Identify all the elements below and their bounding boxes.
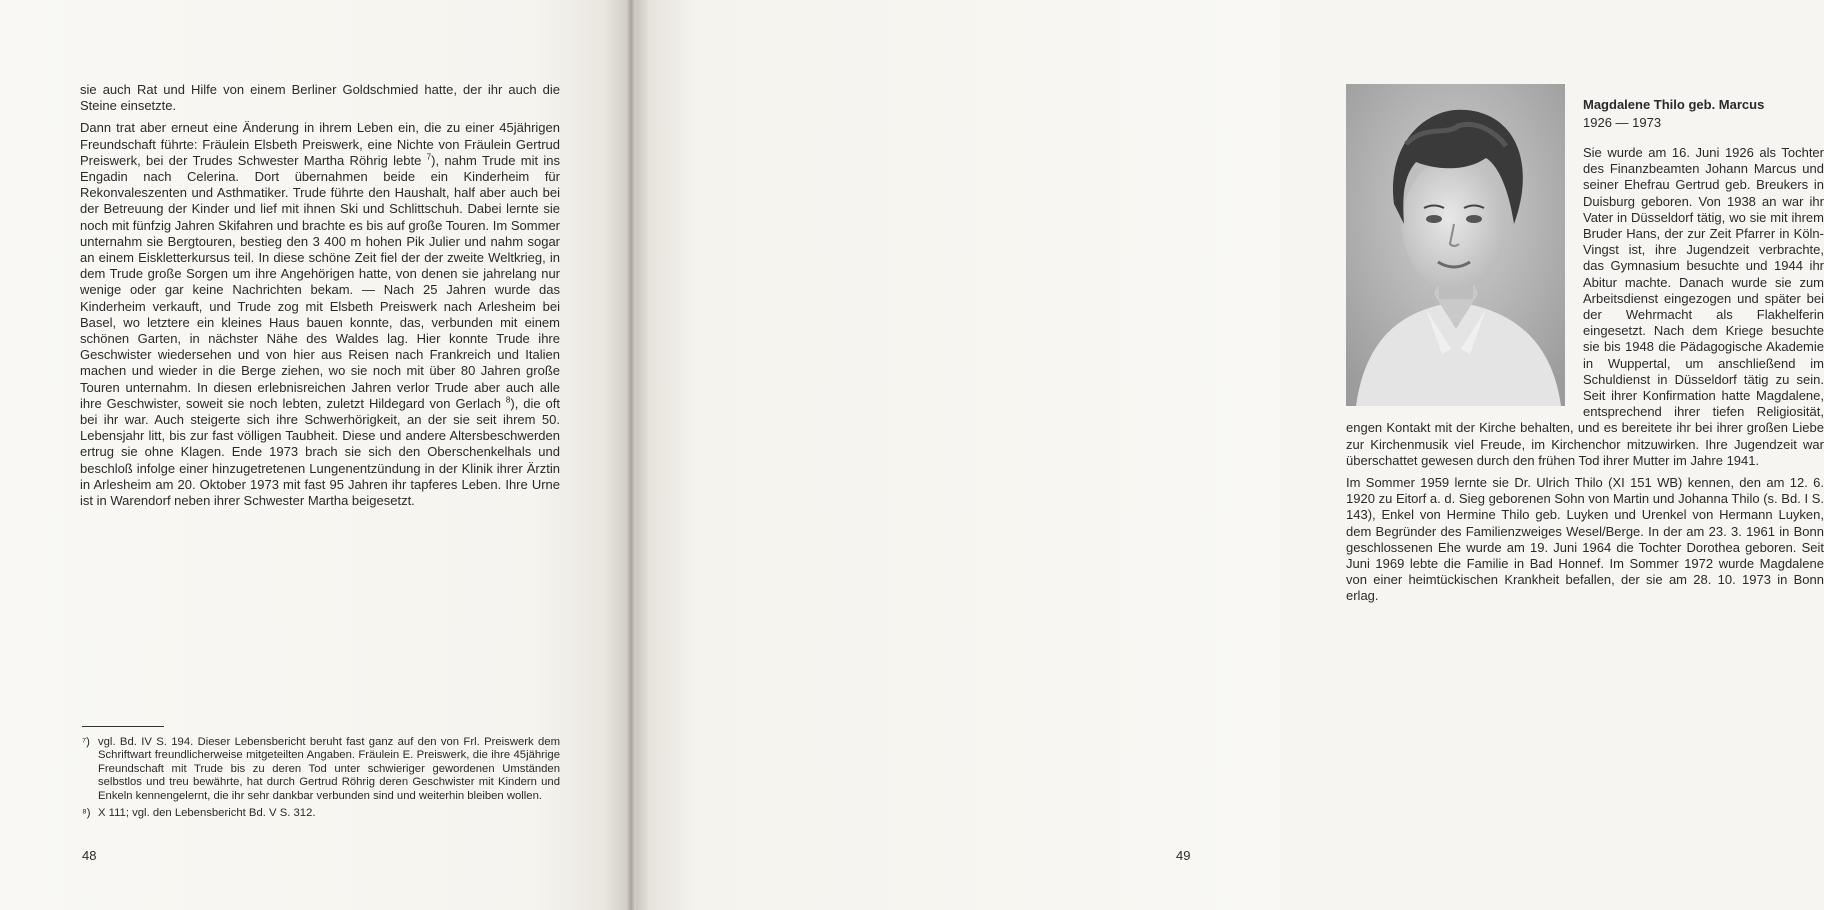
footnote-text: X 111; vgl. den Lebensbericht Bd. V S. 312. <box>98 807 316 820</box>
footnote-ref-8: 8 <box>505 395 511 405</box>
left-paragraph-2-part-1: Dann trat aber erneut eine Änderung in ihrem Leben ein, die zu einer 45jährigen Freundschaft führte: Fräulein Elsbeth Preiswerk, eine Nichte von Fräulein Gertrud Preiswerk, bei der Trudes Schwester Martha Röhrig lebte <box>80 120 560 168</box>
left-paragraph-1: sie auch Rat und Hilfe von einem Berliner Goldschmied hatte, der ihr auch die Steine einsetzte. <box>80 82 560 114</box>
footnote-mark: ⁷) <box>82 736 90 748</box>
right-page <box>630 0 1824 910</box>
page-number-right: 49 <box>1176 848 1191 863</box>
left-paragraph-2-part-3: ), die oft bei ihr war. Auch steigerte sich ihre Schwerhörigkeit, an der sie seit ihrem 50. Lebensjahr litt, bis zur fast völligen Taubheit. Diese und andere Altersbeschwerden ertrug sie ohne Klagen. Ende 1973 brach sie sich den Oberschenkelhals und beschloß infolge einer hinzugetretenen Lungenentzündung in der Klinik ihrer Ärztin in Arlesheim am 20. Oktober 1973 mit fast 95 Jahren ihr tapferes Leben. Ihre Urne ist in Warendorf neben ihrer Schwester Martha beigesetzt. <box>80 395 561 509</box>
footnotes <box>82 736 560 824</box>
left-paragraph-2-part-2: ), nahm Trude mit ins Engadin nach Celerina. Dort übernahmen beide ein Kinderheim für Rekonvaleszenten und Asthmatiker. Trude führte den Haushalt, half aber auch bei der Betreuung der Kinder und lief mit ihnen Ski und Schlittschuh. Dabei lernte sie noch mit fünfzig Jahren Skifahren und brachte es bis auf große Touren. Im Sommer unternahm sie Bergtouren, bestieg den 3 400 m hohen Pik Julier und nahm sogar an einem Eiskletterkursus teil. In diese schöne Zeit fiel der der zweite Weltkrieg, in dem Trude große Sorgen um ihre Angehörigen hatte, von denen sie jahrelang nur wenige oder gar keine Nachrichten bekam. — Nach 25 Jahren wurde das Kinderheim verkauft, und Trude zog mit Elsbeth Preiswerk nach Arlesheim bei Basel, wo letztere ein kleines Haus bauen konnte, das, verbunden mit einem schönen Garten, in nächster Nähe des Waldes lag. Hier konnte Trude ihre Geschwister wiedersehen und von hier aus Reisen nach Frankreich und Italien machen und wieder in die Berge ziehen, wo sie noch mit über 80 Jahren große Touren unternahm. In diesen erlebnisreichen Jahren verlor Trude aber auch alle ihre Geschwister, soweit sie noch lebten, zuletzt Hildegard von Gerlach <box>80 152 560 411</box>
right-paragraph-1: Sie wurde am 16. Juni 1926 als Tochter des Finanzbeamten Johann Marcus und seiner Ehefrau Gertrud geb. Breukers in Duisburg geboren. Von 1938 an war ihr Vater in Düsseldorf tätig, wo sie mit ihrem Bruder Hans, der zur Zeit Pfarrer in Köln-Vingst ist, ihre Jugendzeit verbrachte, das Gymnasium besuchte und 1944 ihr Abitur machte. Danach wurde sie zum Arbeitsdienst eingezogen und später bei der Wehrmacht als Flakhelferin eingesetzt. Nach dem Kriege besuchte sie bis 1948 die Pädagogische Akademie in Wuppertal, um anschließend im Schuldienst in Düsseldorf tätig zu sein. Seit ihrer Konfirmation hatte Magdalene, entsprechend ihrer tiefen Religiosität, engen Kontakt mit der Kirche behalten, und es bereitete ihr bei ihrer großen Liebe zur Kirchenmusik viel Freude, im Kirchenchor mitzuwirken. Ihre Jugendzeit war überschattet gewesen durch den frühen Tod ihrer Mutter im Jahre 1941. <box>1346 145 1824 468</box>
right-paragraph-2: Im Sommer 1959 lernte sie Dr. Ulrich Thilo (XI 151 WB) kennen, den am 12. 6. 1920 zu Eitorf a. d. Sieg geborenen Sohn von Martin und Johanna Thilo (s. Bd. I S. 143), Enkel von Hermine Thilo geb. Luyken und Urenkel von Hermann Luyken, dem Begründer des Familienzweiges Wesel/Berge. In der am 23. 3. 1961 in Bonn geschlossenen Ehe wurde am 19. Juni 1964 die Tochter Dorothea geboren. Seit Juni 1969 lebte die Familie in Bad Honnef. Im Sommer 1972 wurde Magdalene von einer heimtückischen Krankheit befallen, der sie am 28. 10. 1973 in Bonn erlag. <box>1346 475 1824 604</box>
left-text-column <box>80 82 560 515</box>
portrait-photo <box>1346 84 1565 406</box>
left-paragraph-2 <box>80 120 560 509</box>
person-life-years: 1926 — 1973 <box>1583 115 1662 130</box>
footnote-divider <box>82 726 164 727</box>
footnote-8 <box>82 807 560 820</box>
footnote-ref-7: 7 <box>426 152 432 162</box>
left-page <box>0 0 630 910</box>
book-gutter <box>626 0 636 910</box>
person-name: Magdalene Thilo geb. Marcus <box>1583 97 1765 112</box>
footnote-text: vgl. Bd. IV S. 194. Dieser Lebensbericht beruht fast ganz auf den von Frl. Preiswerk dem Schriftwart freundlicherweise mitgeteilten Angaben. Fräulein E. Preiswerk, die ihre 45jährige Freundschaft mit Trude bis zu deren Tod unter schwieriger gewordenen Umständen selbstlos und treu bewährte, hat durch Gertrud Röhrig deren Geschwister mit Kindern und Enkeln kennengelernt, die ihr sehr dankbar verbunden sind und weiterhin bleiben wollen. <box>98 736 560 802</box>
page-number-left: 48 <box>82 848 97 863</box>
right-text-column <box>1346 84 1824 611</box>
footnote-7 <box>82 736 560 803</box>
footnote-mark: ⁸) <box>82 807 91 820</box>
